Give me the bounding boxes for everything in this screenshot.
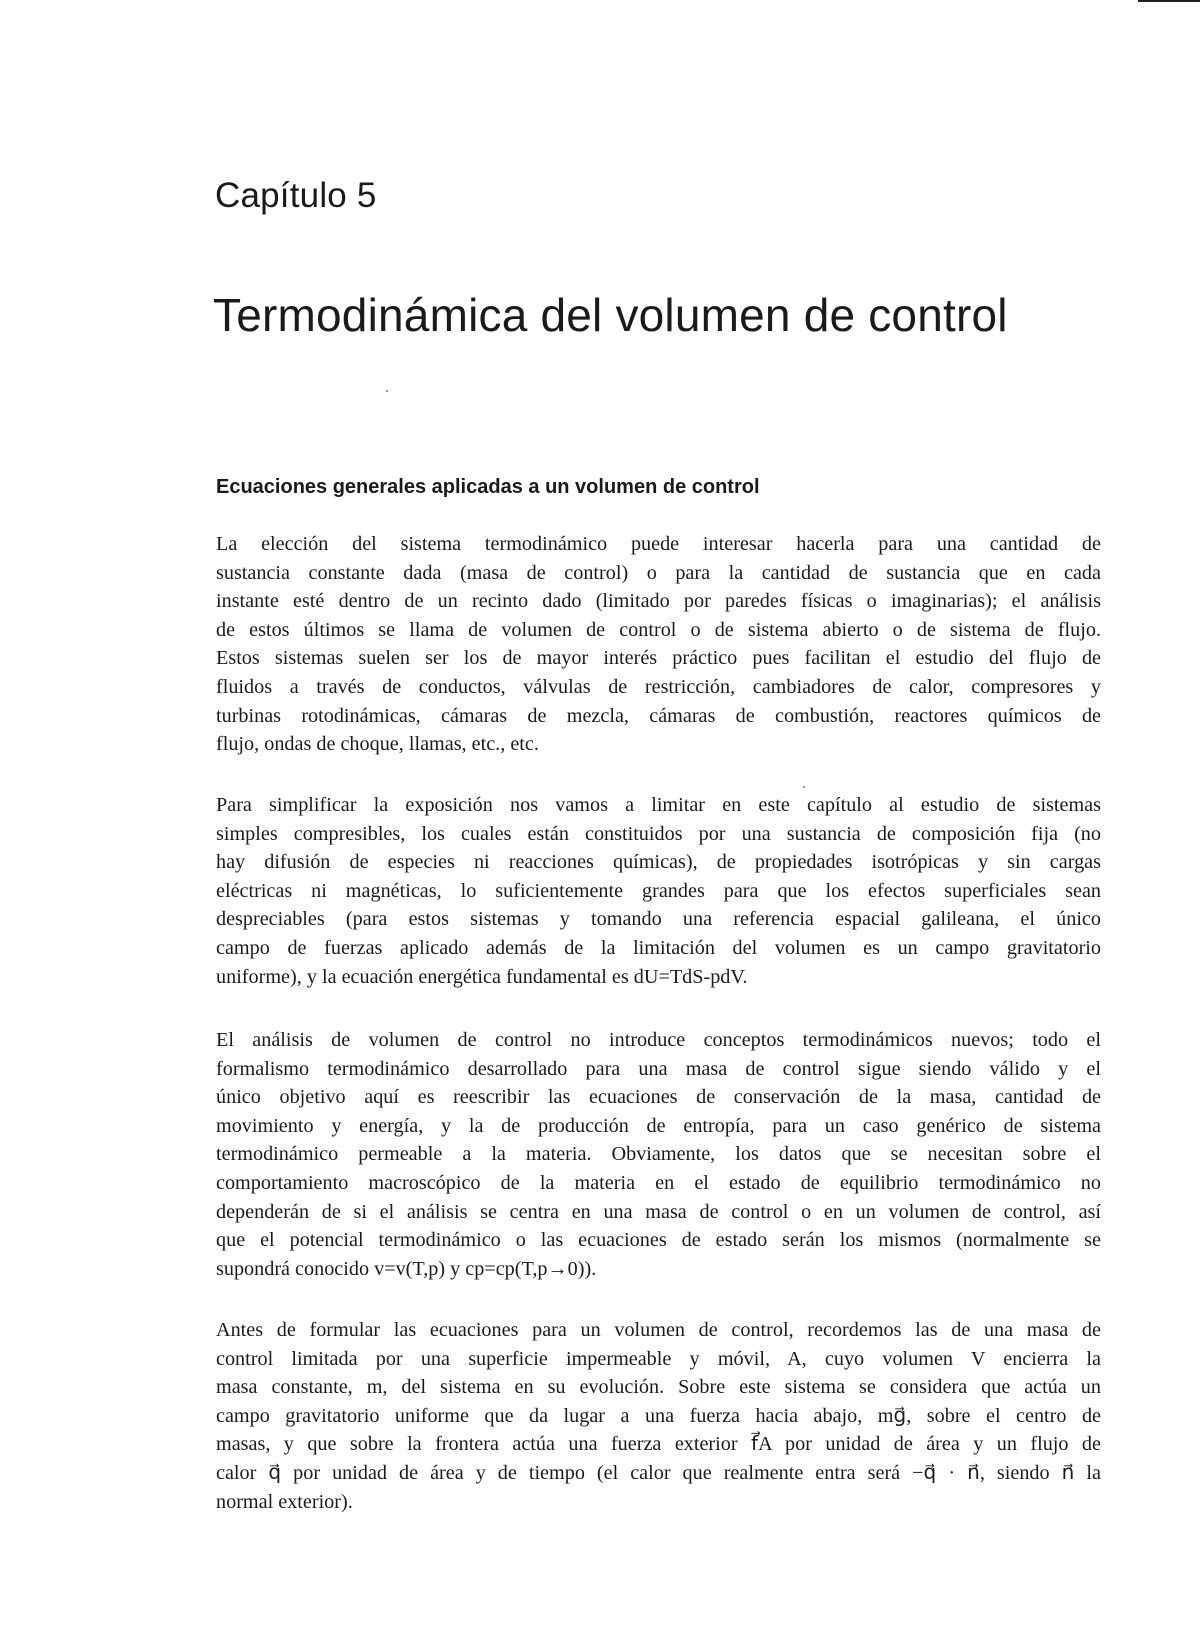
text-line: Antes de formular las ecuaciones para un volumen de control, recordemos las de una masa de: [216, 1319, 1101, 1341]
text-line: supondrá conocido v=v(T,p) y cp=cp(T,p→0)).: [216, 1257, 597, 1280]
text-line: flujo, ondas de choque, llamas, etc., etc.: [216, 733, 539, 756]
body-paragraph: [216, 791, 1101, 991]
body-paragraph: [216, 1026, 1101, 1283]
text-line: calor q⃗ por unidad de área y de tiempo (el calor que realmente entra será −q⃗ · n⃗, siendo n⃗ la: [216, 1461, 1101, 1484]
text-line: sustancia constante dada (masa de control) o para la cantidad de sustancia que en cada: [216, 561, 1101, 584]
body-paragraph: [216, 1316, 1101, 1516]
text-line: formalismo termodinámico desarrollado para una masa de control sigue siendo válido y el: [216, 1057, 1101, 1080]
text-line: que el potencial termodinámico o las ecuaciones de estado serán los mismos (normalmente se: [216, 1229, 1101, 1252]
text-line: La elección del sistema termodinámico puede interesar hacerla para una cantidad de: [216, 533, 1101, 555]
chapter-label: Capítulo 5: [215, 176, 377, 215]
text-line: único objetivo aquí es reescribir las ecuaciones de conservación de la masa, cantidad de: [216, 1086, 1101, 1109]
text-line: masas, y que sobre la frontera actúa una fuerza exterior f⃗A por unidad de área y un flujo de: [216, 1433, 1101, 1456]
text-line: campo de fuerzas aplicado además de la limitación del volumen es un campo gravitatorio: [216, 936, 1101, 959]
text-line: simples compresibles, los cuales están constituidos por una sustancia de composición fija (no: [216, 822, 1101, 845]
text-line: Para simplificar la exposición nos vamos a limitar en este capítulo al estudio de sistemas: [216, 794, 1101, 816]
section-heading: Ecuaciones generales aplicadas a un volumen de control: [216, 476, 760, 498]
text-line: normal exterior).: [216, 1490, 353, 1513]
text-line: despreciables (para estos sistemas y tomando una referencia espacial galileana, el único: [216, 908, 1101, 931]
text-line: Estos sistemas suelen ser los de mayor interés práctico pues facilitan el estudio del flujo de: [216, 647, 1101, 670]
text-line: comportamiento macroscópico de la materia en el estado de equilibrio termodinámico no: [216, 1171, 1101, 1194]
text-line: uniforme), y la ecuación energética fundamental es dU=TdS-pdV.: [216, 965, 748, 988]
scan-speck: [386, 390, 388, 392]
text-line: El análisis de volumen de control no introduce conceptos termodinámicos nuevos; todo el: [216, 1029, 1101, 1051]
text-line: de estos últimos se llama de volumen de control o de sistema abierto o de sistema de flujo.: [216, 618, 1101, 641]
text-line: fluidos a través de conductos, válvulas de restricción, cambiadores de calor, compresores y: [216, 675, 1101, 698]
text-line: movimiento y energía, y la de producción de entropía, para un caso genérico de sistema: [216, 1114, 1101, 1137]
text-line: control limitada por una superficie impermeable y móvil, A, cuyo volumen V encierra la: [216, 1347, 1101, 1370]
page-corner-rule: [1138, 0, 1200, 2]
scan-speck: [803, 786, 805, 788]
text-line: termodinámico permeable a la materia. Obviamente, los datos que se necesitan sobre el: [216, 1143, 1101, 1166]
text-line: dependerán de si el análisis se centra en una masa de control o en un volumen de control, así: [216, 1200, 1101, 1223]
text-line: campo gravitatorio uniforme que da lugar a una fuerza hacia abajo, mg⃗, sobre el centro de: [216, 1404, 1101, 1427]
text-line: turbinas rotodinámicas, cámaras de mezcla, cámaras de combustión, reactores químicos de: [216, 704, 1101, 727]
body-paragraph: [216, 530, 1101, 759]
text-line: instante esté dentro de un recinto dado (limitado por paredes físicas o imaginarias); el análisis: [216, 590, 1101, 613]
text-line: hay difusión de especies ni reacciones químicas), de propiedades isotrópicas y sin cargas: [216, 851, 1101, 874]
text-line: masa constante, m, del sistema en su evolución. Sobre este sistema se considera que actúa un: [216, 1376, 1101, 1399]
chapter-title: Termodinámica del volumen de control: [213, 289, 1008, 341]
text-line: eléctricas ni magnéticas, lo suficientemente grandes para que los efectos superficiales sean: [216, 879, 1101, 902]
